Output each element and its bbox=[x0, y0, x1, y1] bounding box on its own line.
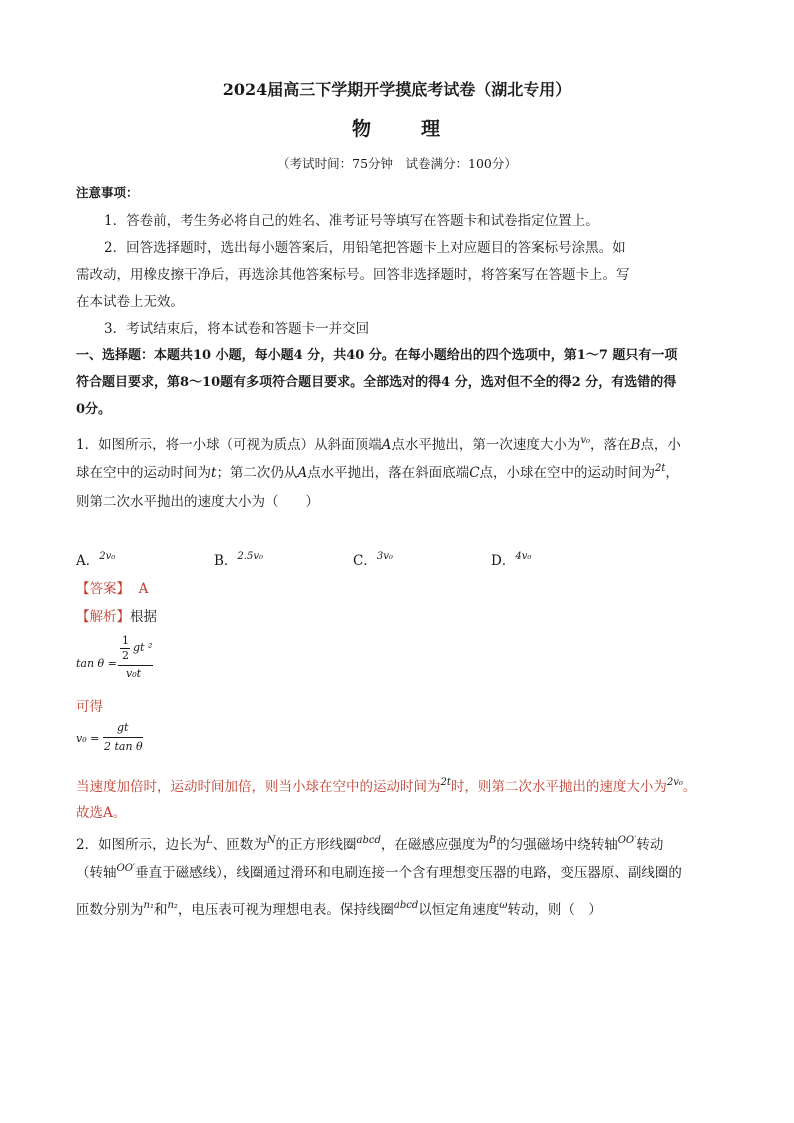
q2-text: 转动 bbox=[636, 837, 664, 853]
var-abcd: abcd bbox=[356, 835, 381, 846]
choice-value: 2v₀ bbox=[99, 551, 116, 562]
choice-label: A． bbox=[76, 553, 100, 569]
var-oo: OO′ bbox=[116, 863, 136, 874]
var-2t: 2t bbox=[655, 463, 666, 474]
q2-line-1 bbox=[76, 833, 663, 853]
var-abcd: abcd bbox=[393, 900, 419, 911]
q2-line-2 bbox=[76, 861, 682, 881]
conclusion-text: 。 bbox=[682, 779, 697, 795]
exam-info: （考试时间：75分钟 试卷满分：100分） bbox=[277, 156, 517, 171]
q2-text: 2．如图所示，边长为 bbox=[76, 837, 207, 853]
q1-choice-c[interactable] bbox=[353, 549, 393, 569]
formula1-half-denominator: 2 bbox=[122, 649, 129, 662]
formula2-numerator: gt bbox=[117, 721, 129, 734]
formula2-lhs: v₀ = bbox=[76, 732, 100, 745]
answer-value: A bbox=[138, 581, 149, 597]
var-oo: OO′ bbox=[617, 835, 637, 846]
q2-text: （转轴 bbox=[76, 865, 117, 881]
notes-heading: 注意事项： bbox=[76, 185, 139, 200]
formula1-lhs: tan θ = bbox=[76, 657, 117, 670]
choice-value: 4v₀ bbox=[515, 551, 532, 562]
q1-line-1 bbox=[76, 433, 681, 453]
point-a: A bbox=[297, 465, 308, 481]
exam-title: 2024届高三下学期开学摸底考试卷（湖北专用） bbox=[222, 80, 572, 99]
formula1-bar bbox=[118, 665, 153, 666]
section1-line-1: 一、选择题：本题共10 小题，每小题4 分，共40 分。在每小题给出的四个选项中，第1～7 题只有一项 bbox=[76, 348, 678, 363]
q1-text: ，落在 bbox=[590, 437, 631, 453]
q2-text: 垂直于磁感线），线圈通过滑环和电刷连接一个含有理想变压器的电路，变压器原、副线圈的 bbox=[135, 865, 682, 881]
formula2-bar bbox=[103, 737, 143, 738]
choice-label: B． bbox=[214, 553, 238, 569]
var-t: t bbox=[211, 465, 217, 481]
q2-text: 、匝数为 bbox=[212, 837, 267, 853]
q2-text: 的匀强磁场中绕转轴 bbox=[496, 837, 618, 853]
q1-choice-d[interactable] bbox=[491, 549, 531, 569]
point-c: C bbox=[469, 465, 480, 481]
answer-tag: 【答案】 bbox=[76, 581, 130, 597]
q1-text: ；第二次仍从 bbox=[216, 465, 298, 481]
formula1-numerator: gt ² bbox=[133, 641, 153, 654]
q1-text: 点水平抛出，落在斜面底端 bbox=[307, 465, 470, 481]
choice-label: D． bbox=[491, 553, 516, 569]
notes-item-2-line-1: 2．回答选择题时，选出每小题答案后，用铅笔把答题卡上对应题目的答案标号涂黑。如 bbox=[104, 240, 626, 256]
var-2t: 2t bbox=[440, 777, 451, 788]
q1-line-2 bbox=[76, 461, 679, 481]
q1-text: ， bbox=[665, 465, 679, 481]
var-v0: v₀ bbox=[580, 435, 591, 446]
point-a: A bbox=[381, 437, 392, 453]
notes-item-1: 1．答卷前，考生务必将自己的姓名、准考证号等填写在答题卡和试卷指定位置上。 bbox=[104, 213, 599, 229]
conclusion-text: 当速度加倍时，运动时间加倍，则当小球在空中的运动时间为 bbox=[76, 779, 441, 795]
notes-item-2-line-2: 需改动，用橡皮擦干净后，再选涂其他答案标号。回答非选择题时，将答案写在答题卡上。写 bbox=[76, 267, 630, 283]
var-n2: n₂ bbox=[167, 900, 178, 911]
q2-text: ，电压表可视为理想电表。保持线圈 bbox=[177, 902, 394, 918]
q1-select: 故选A。 bbox=[76, 805, 127, 821]
q1-text: 点，小球在空中的运动时间为 bbox=[479, 465, 656, 481]
subject-char-2: 理 bbox=[421, 118, 443, 140]
q1-choice-b[interactable] bbox=[214, 549, 263, 569]
q2-text: 以恒定角速度 bbox=[418, 902, 500, 918]
q2-text: ，在磁感应强度为 bbox=[380, 837, 489, 853]
var-b: B bbox=[488, 835, 497, 846]
analysis-text: 根据 bbox=[130, 609, 157, 625]
subject-char-1: 物 bbox=[351, 118, 373, 140]
q1-conclusion bbox=[76, 775, 696, 795]
var-n: N bbox=[266, 835, 276, 846]
var-omega: ω bbox=[499, 900, 508, 911]
notes-item-2-line-3: 在本试卷上无效。 bbox=[76, 294, 184, 310]
choice-value: 3v₀ bbox=[376, 551, 393, 562]
section1-line-2: 符合题目要求，第8～10题有多项符合题目要求。全部选对的得4 分，选对但不全的得2 分，有选错的得 bbox=[76, 375, 677, 390]
q1-text: 点水平抛出，第一次速度大小为 bbox=[391, 437, 581, 453]
analysis-tag: 【解析】 bbox=[76, 609, 130, 625]
var-l: L bbox=[206, 835, 213, 846]
q2-text: 的正方形线圈 bbox=[275, 837, 357, 853]
subject-title bbox=[0, 114, 794, 141]
point-b: B bbox=[630, 437, 641, 453]
q1-text: 点，小 bbox=[640, 437, 681, 453]
choice-value: 2.5v₀ bbox=[237, 551, 263, 562]
notes-item-3: 3．考试结束后，将本试卷和答题卡一并交回 bbox=[104, 321, 370, 337]
q2-text: 匝数分别为 bbox=[76, 902, 144, 918]
section1-line-3: 0分。 bbox=[76, 402, 112, 417]
q1-choice-a[interactable] bbox=[76, 549, 115, 569]
formula1-denominator: v₀t bbox=[126, 667, 142, 680]
q2-text: 和 bbox=[153, 902, 168, 918]
formula2-denominator: 2 tan θ bbox=[104, 740, 143, 753]
q1-line-3: 则第二次水平抛出的速度大小为（ ） bbox=[76, 494, 319, 510]
q1-text: 球在空中的运动时间为 bbox=[76, 465, 211, 481]
conclusion-text: 时，则第二次水平抛出的速度大小为 bbox=[450, 779, 667, 795]
q1-kede: 可得 bbox=[76, 699, 103, 715]
q2-text: 转动，则（ ） bbox=[507, 902, 602, 918]
choice-label: C． bbox=[353, 553, 377, 569]
q1-text: 1．如图所示，将一小球（可视为质点）从斜面顶端 bbox=[76, 437, 382, 453]
q1-analysis bbox=[76, 605, 157, 625]
q1-answer bbox=[76, 577, 148, 597]
q2-line-3 bbox=[76, 898, 602, 918]
formula1-half-numerator: 1 bbox=[122, 634, 129, 647]
var-n1: n₁ bbox=[143, 900, 154, 911]
var-2v0: 2v₀ bbox=[666, 777, 683, 788]
